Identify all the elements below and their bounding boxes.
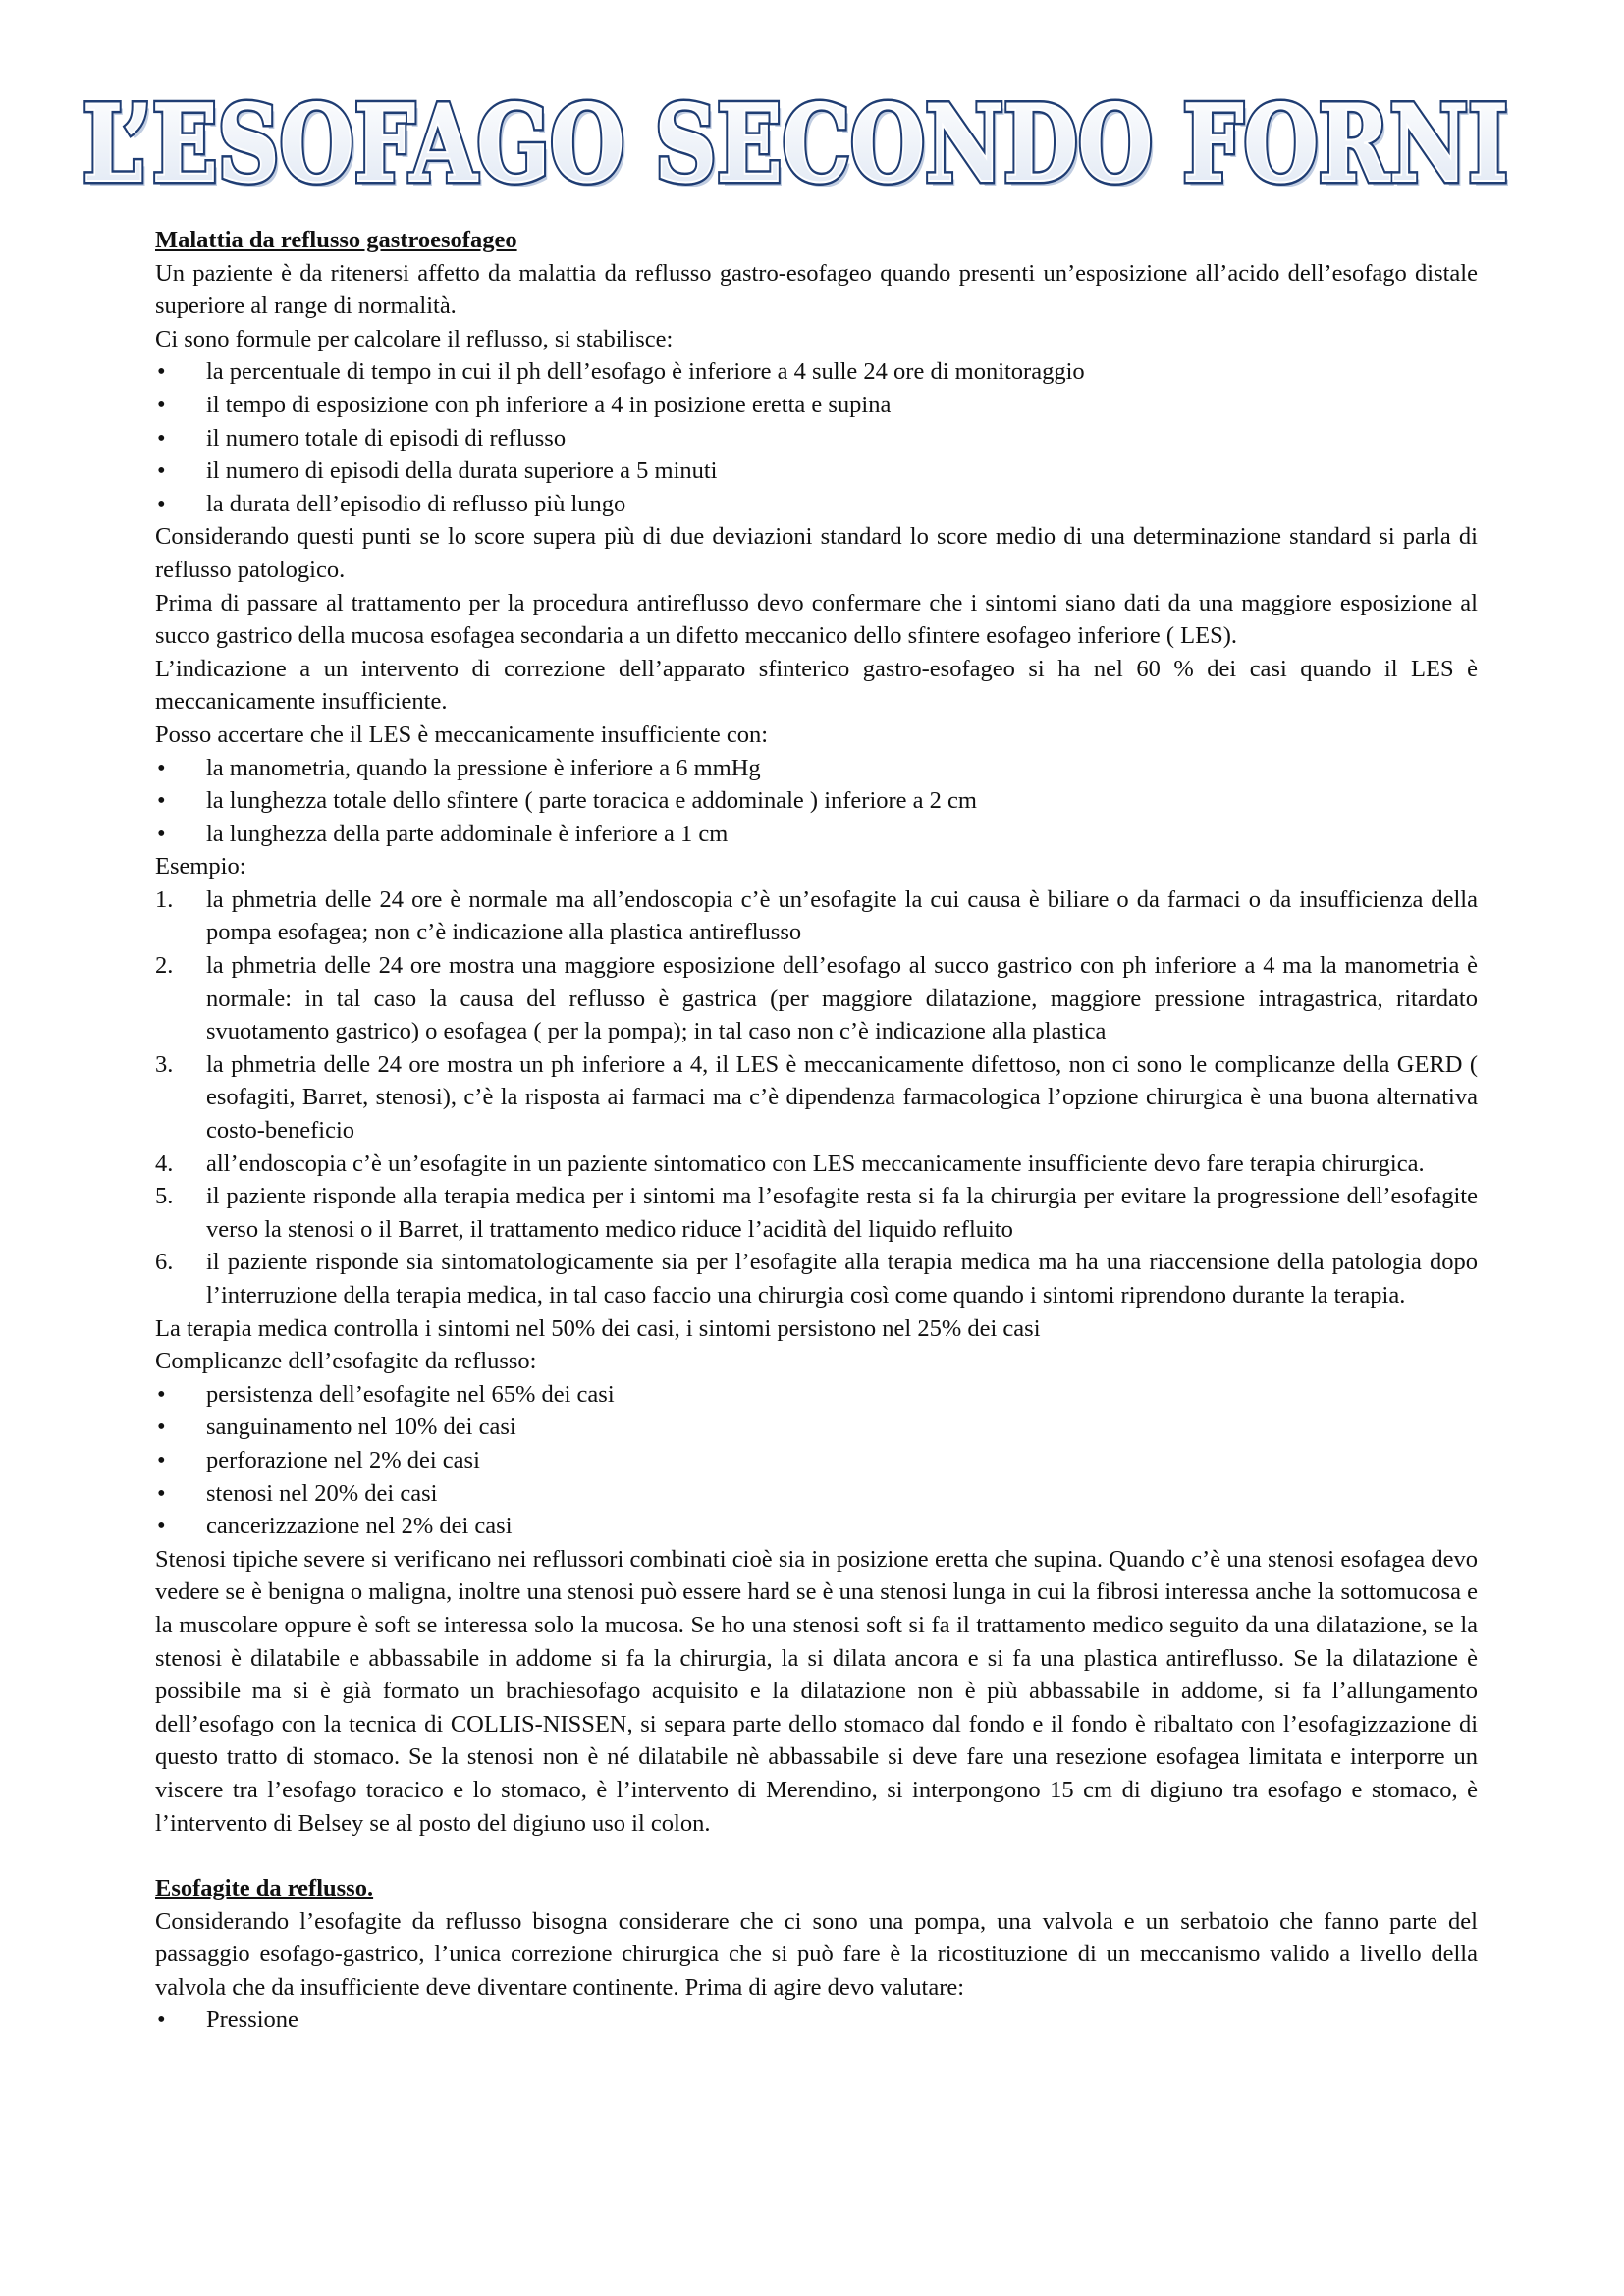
bullet-icon: • (157, 457, 166, 485)
list-item: • la percentuale di tempo in cui il ph dell’esofago è inferiore a 4 sulle 24 ore di monitoraggio (155, 355, 1478, 389)
document-body (155, 224, 1478, 2037)
paragraph: Esempio: (155, 853, 246, 881)
list-item: 2. la phmetria delle 24 ore mostra una maggiore esposizione dell’esofago al succo gastrico con ph inferiore a 4 ma la manometria è normale: in tal caso la causa del reflusso è gastrica (per maggiore dilatazione, maggiore pressione intragastrica, ritardato svuotamento gastrico) o esofagea ( per la pompa); in tal caso non c’è indicazione alla plastica (155, 949, 1478, 1048)
bullet-icon: • (157, 1446, 166, 1473)
list-number: 1. (155, 885, 174, 913)
list-item: 5. il paziente risponde alla terapia medica per i sintomi ma l’esofagite resta si fa la chirurgia per evitare la progressione dell’esofagite verso la stenosi o il Barret, il trattamento medico riduce l’acidità del liquido refluito (155, 1180, 1478, 1246)
bullet-icon: • (157, 424, 166, 452)
list-number: 6. (155, 1249, 174, 1276)
paragraph: Complicanze dell’esofagite da reflusso: (155, 1348, 537, 1375)
bullet-icon: • (157, 1380, 166, 1408)
bullet-icon: • (157, 754, 166, 781)
list-item: 6. il paziente risponde sia sintomatologicamente sia per l’esofagite alla terapia medica ma ha una riaccensione della patologia dopo l’interruzione della terapia medica, in tal caso faccio una chirurgia così come quando i sintomi riprendono durante la terapia. (155, 1246, 1478, 1311)
paragraph: Considerando questi punti se lo score supera più di due deviazioni standard lo score medio di una determinazione standard si parla di reflusso patologico. (155, 523, 1478, 583)
list-item: • cancerizzazione nel 2% dei casi (155, 1510, 1478, 1543)
bullet-icon: • (157, 358, 166, 386)
list-number: 2. (155, 952, 174, 980)
document-title (74, 80, 1517, 208)
list-item: • la lunghezza totale dello sfintere ( parte toracica e addominale ) inferiore a 2 cm (155, 784, 1478, 818)
section-heading-reflux-esophagitis: Esofagite da reflusso. (155, 1875, 374, 1902)
list-item: • la lunghezza della parte addominale è inferiore a 1 cm (155, 818, 1478, 851)
paragraph: La terapia medica controlla i sintomi nel 50% dei casi, i sintomi persistono nel 25% dei casi (155, 1314, 1041, 1342)
paragraph: Un paziente è da ritenersi affetto da malattia da reflusso gastro-esofageo quando presenti un’esposizione all’acido dell’esofago distale superiore al range di normalità. (155, 259, 1478, 320)
title-shadow-text: L’ESOFAGO SECONDO FORNI (86, 87, 1512, 208)
title-outline-text: L’ESOFAGO SECONDO FORNI (82, 82, 1508, 206)
list-item: • stenosi nel 20% dei casi (155, 1477, 1478, 1511)
list-number: 4. (155, 1149, 174, 1177)
list-item: 1. la phmetria delle 24 ore è normale ma all’endoscopia c’è un’esofagite la cui causa è biliare o da farmaci o da insufficienza della pompa esofagea; non c’è indicazione alla plastica antireflusso (155, 883, 1478, 949)
list-item: • persistenza dell’esofagite nel 65% dei casi (155, 1378, 1478, 1412)
paragraph: L’indicazione a un intervento di correzione dell’apparato sfinterico gastro-esofageo si ha nel 60 % dei casi quando il LES è meccanicamente insufficiente. (155, 655, 1478, 716)
list-item: • perforazione nel 2% dei casi (155, 1444, 1478, 1477)
list-item: • il numero di episodi della durata superiore a 5 minuti (155, 454, 1478, 488)
bullet-icon: • (157, 787, 166, 815)
list-number: 3. (155, 1050, 174, 1078)
bullet-icon: • (157, 2006, 166, 2034)
bullet-list-formulas (155, 355, 1478, 520)
bullet-icon: • (157, 1513, 166, 1540)
section-spacer (155, 1840, 1478, 1872)
section-heading-reflux-disease: Malattia da reflusso gastroesofageo (155, 227, 517, 253)
list-item: • sanguinamento nel 10% dei casi (155, 1411, 1478, 1444)
paragraph: Posso accertare che il LES è meccanicamente insufficiente con: (155, 721, 769, 748)
title-inline-text: L’ESOFAGO SECONDO FORNI (82, 82, 1508, 206)
paragraph: Considerando l’esofagite da reflusso bisogna considerare che ci sono una pompa, una valvola e un serbatoio che fanno parte del passaggio esofago-gastrico, l’unica correzione chirurgica che si può fare è la ricostituzione di un meccanismo valido a livello della valvola che da insufficiente deve diventare continente. Prima di agire devo valutare: (155, 1907, 1478, 2001)
list-item: • il tempo di esposizione con ph inferiore a 4 in posizione eretta e supina (155, 389, 1478, 422)
list-item: • Pressione (155, 2003, 1478, 2037)
bullet-list-les-criteria (155, 752, 1478, 851)
bullet-icon: • (157, 1414, 166, 1441)
list-item: • la durata dell’episodio di reflusso più lungo (155, 488, 1478, 521)
bullet-icon: • (157, 1479, 166, 1507)
list-item: 4. all’endoscopia c’è un’esofagite in un paziente sintomatico con LES meccanicamente insufficiente devo fare terapia chirurgica. (155, 1148, 1478, 1181)
title-wordart (74, 80, 1517, 208)
bullet-icon: • (157, 391, 166, 418)
bullet-list-evaluation (155, 2003, 1478, 2037)
bullet-list-complications (155, 1378, 1478, 1543)
list-item: 3. la phmetria delle 24 ore mostra un ph inferiore a 4, il LES è meccanicamente difettoso, non ci sono le complicanze della GERD ( esofagiti, Barret, stenosi), c’è la risposta ai farmaci ma c’è dipendenza farmacologica l’opzione chirurgica è una buona alternativa costo-beneficio (155, 1048, 1478, 1148)
paragraph: Prima di passare al trattamento per la procedura antireflusso devo confermare che i sintomi siano dati da una maggiore esposizione al succo gastrico della mucosa esofagea secondaria a un difetto meccanico dello sfintere esofageo inferiore ( LES). (155, 589, 1478, 650)
numbered-list-examples (155, 883, 1478, 1312)
paragraph: Stenosi tipiche severe si verificano nei reflussori combinati cioè sia in posizione eretta che supina. Quando c’è una stenosi esofagea devo vedere se è benigna o maligna, inoltre una stenosi può essere hard se è una stenosi lunga in cui la fibrosi interessa anche la sottomucosa e la muscolare oppure è soft se interessa solo la mucosa. Se ho una stenosi soft si fa il trattamento medico seguito da una dilatazione, se la stenosi è dilatabile e abbassabile in addome si fa la chirurgia, la si dilata ancora e si fa una plastica antireflusso. Se la dilatazione è possibile ma si è già formato un brachiesofago acquisito e la dilatazione non è più abbassabile in addome, si fa l’allungamento dell’esofago con la tecnica di COLLIS-NISSEN, si separa parte dello stomaco dal fondo e il fondo è ribaltato con l’esofagizzazione di questo tratto di stomaco. Se la stenosi non è né dilatabile nè abbassabile si deve fare una resezione esofagea limitata e interporre un viscere tra l’esofago toracico e lo stomaco, è l’intervento di Merendino, si interpongono 15 cm di digiuno tra esofago e stomaco, è l’intervento di Belsey se al posto del digiuno uso il colon. (155, 1545, 1478, 1837)
list-item: • il numero totale di episodi di reflusso (155, 422, 1478, 455)
list-item: • la manometria, quando la pressione è inferiore a 6 mmHg (155, 752, 1478, 785)
list-number: 5. (155, 1183, 174, 1210)
bullet-icon: • (157, 490, 166, 517)
bullet-icon: • (157, 820, 166, 847)
paragraph: Ci sono formule per calcolare il reflusso, si stabilisce: (155, 325, 674, 352)
